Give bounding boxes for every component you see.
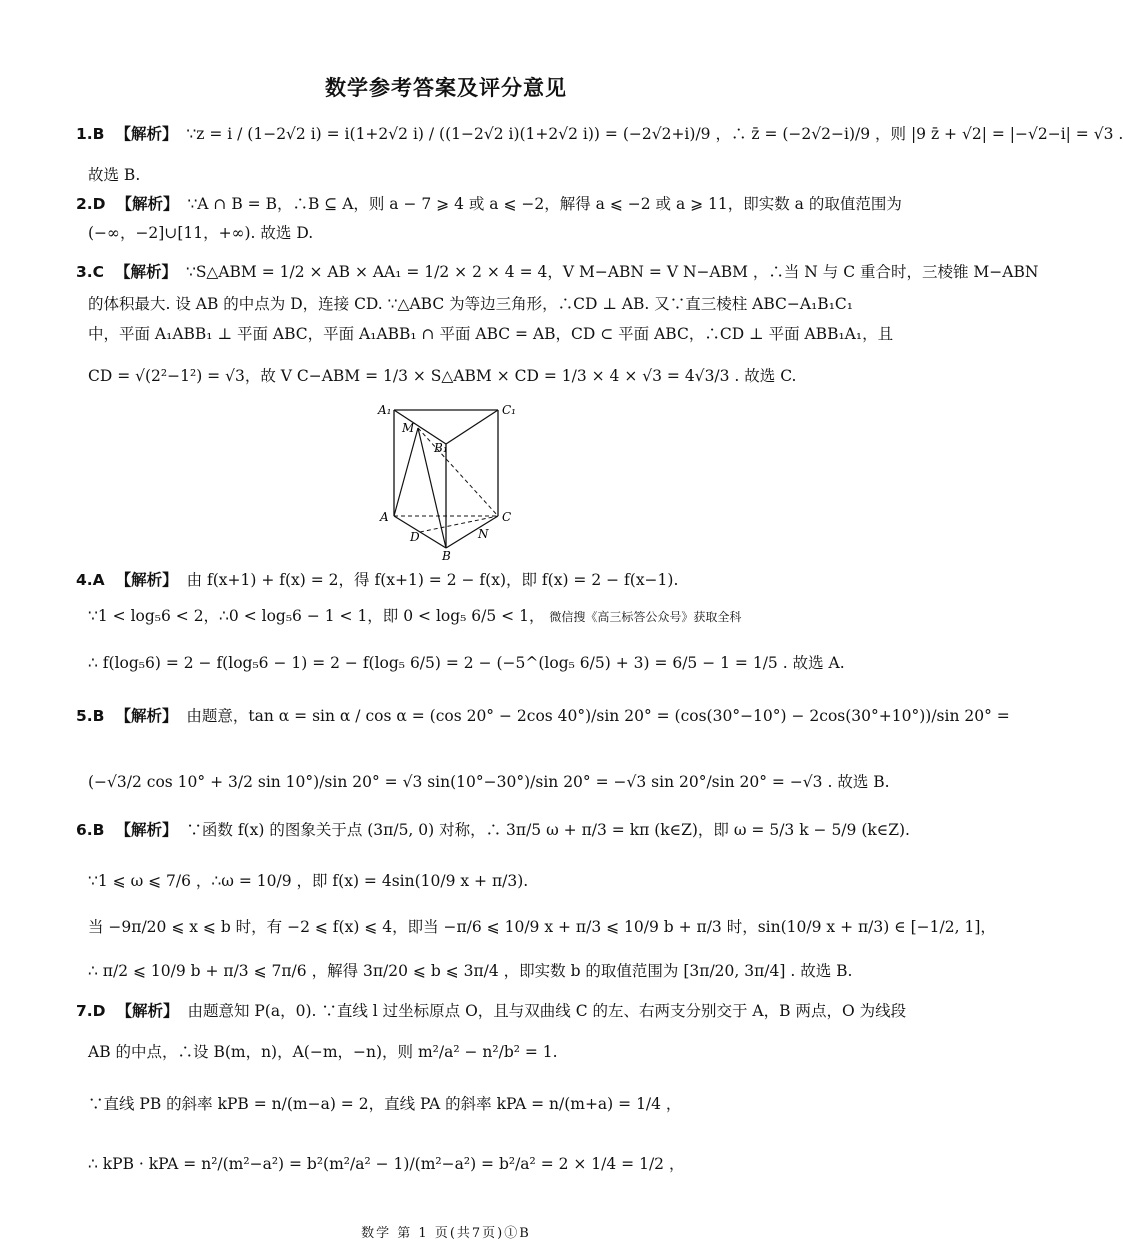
q4-line-1 bbox=[76, 569, 822, 591]
label-a1: A₁ bbox=[378, 403, 392, 417]
q6-tag: 【解析】 bbox=[115, 821, 178, 839]
q7-text-2: AB 的中点，∴设 B(m，n)，A(−m，−n)，则 m²/a² − n²/b² = 1. bbox=[88, 1043, 558, 1061]
label-d: D bbox=[410, 530, 420, 544]
q4-text-3: ∴ f(log₅6) = 2 − f(log₅6 − 1) = 2 − f(log₅ 6/5) = 2 − (−5^(log₅ 6/5) + 3) = 6/5 − 1 = 1/5 . 故选 A. bbox=[88, 654, 845, 672]
q5-line-1 bbox=[76, 705, 1010, 727]
q1-number: 1.B bbox=[76, 125, 105, 143]
label-c1: C₁ bbox=[502, 403, 516, 417]
q7-tag: 【解析】 bbox=[116, 1002, 179, 1020]
q2-number: 2.D bbox=[76, 195, 106, 213]
q3-text-1: ∵S△ABM = 1/2 × AB × AA₁ = 1/2 × 2 × 4 = 4，V M−ABN = V N−ABM ，∴当 N 与 C 重合时，三棱锥 M−ABN bbox=[185, 263, 1039, 281]
q3-line-1 bbox=[76, 261, 1039, 283]
q3-text-3: 中，平面 A₁ABB₁ ⊥ 平面 ABC，平面 A₁ABB₁ ∩ 平面 ABC = AB，CD ⊂ 平面 ABC，∴CD ⊥ 平面 ABB₁A₁，且 bbox=[88, 325, 894, 343]
label-b1: B₁ bbox=[434, 441, 448, 455]
q2-text-1: ∵A ∩ B = B，∴B ⊆ A，则 a − 7 ⩾ 4 或 a ⩽ −2，解得 a ⩽ −2 或 a ⩾ 11，即实数 a 的取值范围为 bbox=[187, 195, 902, 213]
q5-number: 5.B bbox=[76, 707, 105, 725]
q5-text-2: (−√3/2 cos 10° + 3/2 sin 10°)/sin 20° = √3 sin(10°−30°)/sin 20° = −√3 sin 20°/sin 20° = −√3 . 故选 B. bbox=[88, 773, 890, 791]
q7-text-4: ∴ kPB · kPA = n²/(m²−a²) = b²(m²/a² − 1)/(m²−a²) = b²/a² = 2 × 1/4 = 1/2 ， bbox=[88, 1155, 685, 1173]
q7-text-3: ∵直线 PB 的斜率 kPB = n/(m−a) = 2，直线 PA 的斜率 kPA = n/(m+a) = 1/4 ， bbox=[88, 1095, 682, 1113]
q6-text-3: 当 −9π/20 ⩽ x ⩽ b 时，有 −2 ⩽ f(x) ⩽ 4，即当 −π/6 ⩽ 10/9 x + π/3 ⩽ 10/9 b + π/3 时，sin(10/9 x + π/3) ∈ [−1/2, 1]， bbox=[88, 918, 996, 936]
label-c: C bbox=[502, 510, 512, 524]
label-a: A bbox=[380, 510, 389, 524]
q6-text-4: ∴ π/2 ⩽ 10/9 b + π/3 ⩽ 7π/6 ，解得 3π/20 ⩽ b ⩽ 3π/4 ，即实数 b 的取值范围为 [3π/20, 3π/4] . 故选 B. bbox=[88, 962, 853, 980]
label-b: B bbox=[442, 549, 451, 563]
q1-text-2: 故选 B. bbox=[88, 166, 141, 184]
page-footer: 数学 第 1 页(共7页)①B bbox=[361, 1226, 531, 1241]
page-title: 数学参考答案及评分意见 bbox=[325, 76, 567, 100]
q3-text-2: 的体积最大. 设 AB 的中点为 D，连接 CD. ∵△ABC 为等边三角形，∴CD ⊥ AB. 又∵直三棱柱 ABC−A₁B₁C₁ bbox=[88, 295, 853, 313]
prism-figure bbox=[374, 404, 522, 562]
q4-line-2 bbox=[88, 605, 822, 628]
q7-line-1 bbox=[76, 1000, 907, 1022]
q2-line-1 bbox=[76, 193, 902, 215]
q7-number: 7.D bbox=[76, 1002, 106, 1020]
q6-text-2: ∵1 ⩽ ω ⩽ 7/6 ，∴ω = 10/9 ，即 f(x) = 4sin(10/9 x + π/3). bbox=[88, 872, 529, 890]
q6-text-1: ∵函数 f(x) 的图象关于点 (3π/5, 0) 对称，∴ 3π/5 ω + π/3 = kπ (k∈Z)，即 ω = 5/3 k − 5/9 (k∈Z). bbox=[186, 821, 910, 839]
q1-line-1 bbox=[76, 123, 1123, 145]
q4-note: 微信搜《高三标答公众号》获取全科 bbox=[549, 610, 742, 624]
q4-text-2: ∵1 < log₅6 < 2，∴0 < log₅6 − 1 < 1，即 0 < log₅ 6/5 < 1， bbox=[88, 607, 545, 625]
q5-text-1: 由题意，tan α = sin α / cos α = (cos 20° − 2cos 40°)/sin 20° = (cos(30°−10°) − 2cos(30°+10°))/sin 20° = bbox=[186, 707, 1010, 725]
q3-tag: 【解析】 bbox=[115, 263, 178, 281]
q7-text-1: 由题意知 P(a，0). ∵直线 l 过坐标原点 O，且与双曲线 C 的左、右两支分别交于 A，B 两点，O 为线段 bbox=[187, 1002, 907, 1020]
q6-number: 6.B bbox=[76, 821, 105, 839]
q1-tag: 【解析】 bbox=[115, 125, 178, 143]
q5-tag: 【解析】 bbox=[115, 707, 178, 725]
q4-tag: 【解析】 bbox=[115, 571, 178, 589]
q2-text-2: (−∞，−2]∪[11，+∞). 故选 D. bbox=[88, 224, 314, 242]
q4-text-1: 由 f(x+1) + f(x) = 2，得 f(x+1) = 2 − f(x)，即 f(x) = 2 − f(x−1). bbox=[186, 571, 679, 589]
q3-text-4: CD = √(2²−1²) = √3，故 V C−ABM = 1/3 × S△ABM × CD = 1/3 × 4 × √3 = 4√3/3 . 故选 C. bbox=[88, 367, 797, 385]
q6-line-1 bbox=[76, 819, 910, 841]
q1-text-1: ∵z = i / (1−2√2 i) = i(1+2√2 i) / ((1−2√2 i)(1+2√2 i)) = (−2√2+i)/9 ，∴ z̄ = (−2√2−i)/9 ，则 |9 z̄ + √2| = |−√2−i| = √3 . bbox=[186, 125, 1123, 143]
label-n: N bbox=[478, 527, 489, 541]
q4-number: 4.A bbox=[76, 571, 105, 589]
q3-number: 3.C bbox=[76, 263, 105, 281]
label-m: M bbox=[402, 421, 415, 435]
q2-tag: 【解析】 bbox=[116, 195, 179, 213]
